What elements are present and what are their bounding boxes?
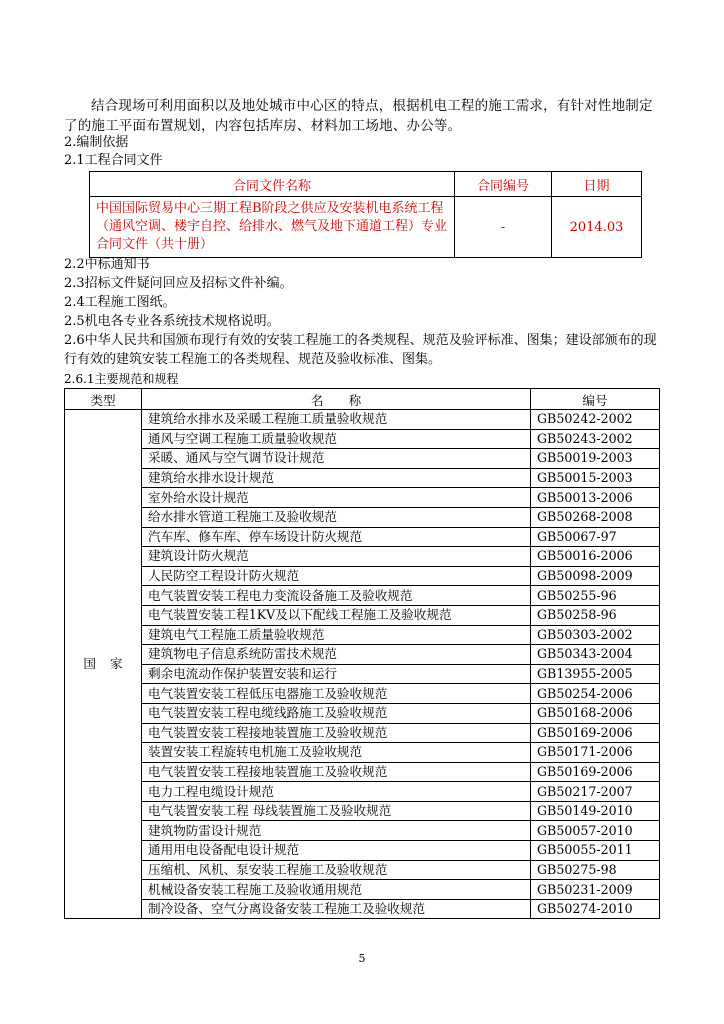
norm-code: GB50149-2010	[531, 801, 660, 821]
table-row	[65, 586, 660, 606]
norm-code: GB50343-2004	[531, 645, 660, 665]
table-row	[65, 547, 660, 567]
norm-code: GB50019-2003	[531, 449, 660, 469]
norm-name: 装置安装工程旋转电机施工及验收规范	[142, 743, 531, 763]
norm-name: 压缩机、风机、泵安装工程施工及验收规范	[142, 860, 531, 880]
norm-name: 电气装置安装工程电力变流设备施工及验收规范	[142, 586, 531, 606]
norm-code: GB50303-2002	[531, 625, 660, 645]
section-2-2: 2.2中标通知书	[64, 257, 150, 272]
norm-code: GB50015-2003	[531, 468, 660, 488]
section-2-heading: 2.编制依据	[64, 135, 129, 150]
table-row	[65, 743, 660, 763]
section-2-6: 2.6中华人民共和国颁布现行有效的安装工程施工的各类规程、规范及验评标准、图集；建设部颁布的现行有效的建筑安装工程施工的各类规程、规范及验收标准、图集。	[64, 333, 657, 367]
table-row	[65, 527, 660, 547]
norm-name: 人民防空工程设计防火规范	[142, 566, 531, 586]
norm-code: GB50217-2007	[531, 782, 660, 802]
norms-header-type: 类型	[65, 389, 142, 410]
contract-header-name: 合同文件名称	[90, 172, 455, 197]
table-row	[65, 410, 660, 430]
norm-name: 汽车库、修车库、停车场设计防火规范	[142, 527, 531, 547]
norm-name: 机械设备安装工程施工及验收通用规范	[142, 880, 531, 900]
norms-header-code: 编号	[531, 389, 660, 410]
norm-code: GB50016-2006	[531, 547, 660, 567]
norms-table	[64, 388, 660, 919]
table-row	[65, 645, 660, 665]
norms-header-row	[65, 389, 660, 410]
norm-code: GB50268-2008	[531, 507, 660, 527]
norm-name: 电气装置安装工程 母线装置施工及验收规范	[142, 801, 531, 821]
intro-paragraph: 结合现场可利用面积以及地处城市中心区的特点，根据机电工程的施工需求，有针对性地制定了的施工平面布置规划，内容包括库房、材料加工场地、办公等。	[64, 98, 653, 134]
norm-name: 建筑物防雷设计规范	[142, 821, 531, 841]
section-2-1-heading: 2.1工程合同文件	[64, 153, 163, 168]
section-2-6-1: 2.6.1主要规范和规程	[64, 372, 179, 386]
norm-code: GB50169-2006	[531, 762, 660, 782]
contract-date: 2014.03	[552, 197, 642, 258]
table-row	[65, 880, 660, 900]
table-row	[65, 664, 660, 684]
norm-name: 剩余电流动作保护装置安装和运行	[142, 664, 531, 684]
table-row	[65, 782, 660, 802]
norm-code: GB50171-2006	[531, 743, 660, 763]
table-row	[65, 625, 660, 645]
norm-name: 建筑设计防火规范	[142, 547, 531, 567]
section-2-5: 2.5机电各专业各系统技术规格说明。	[64, 314, 280, 329]
table-row	[65, 684, 660, 704]
table-row	[65, 841, 660, 861]
norm-name: 建筑物电子信息系统防雷技术规范	[142, 645, 531, 665]
norm-name: 电气装置安装工程接地装置施工及验收规范	[142, 723, 531, 743]
section-2-4: 2.4工程施工图纸。	[64, 295, 176, 310]
norm-name: 通风与空调工程施工质量验收规范	[142, 429, 531, 449]
norm-name: 采暖、通风与空气调节设计规范	[142, 449, 531, 469]
table-row	[65, 507, 660, 527]
table-row	[65, 723, 660, 743]
table-row	[65, 860, 660, 880]
table-row	[65, 899, 660, 919]
contract-header-date: 日期	[552, 172, 642, 197]
norm-code: GB50258-96	[531, 605, 660, 625]
norm-name: 电气装置安装工程低压电器施工及验收规范	[142, 684, 531, 704]
norm-name: 室外给水设计规范	[142, 488, 531, 508]
table-row	[65, 449, 660, 469]
norm-code: GB50274-2010	[531, 899, 660, 919]
norm-name: 电气装置安装工程1KV及以下配线工程施工及验收规范	[142, 605, 531, 625]
norm-code: GB50169-2006	[531, 723, 660, 743]
page-number: 5	[358, 952, 366, 965]
norm-code: GB50168-2006	[531, 703, 660, 723]
norm-code: GB50098-2009	[531, 566, 660, 586]
norm-name: 通用用电设备配电设计规范	[142, 841, 531, 861]
norm-name: 给水排水管道工程施工及验收规范	[142, 507, 531, 527]
table-row	[65, 605, 660, 625]
norm-name: 建筑电气工程施工质量验收规范	[142, 625, 531, 645]
contract-table	[89, 171, 642, 258]
table-row	[65, 762, 660, 782]
contract-name: 中国国际贸易中心三期工程B阶段之供应及安装机电系统工程（通风空调、楼宇自控、给排水、燃气及地下通道工程）专业合同文件（共十册）	[90, 197, 455, 258]
norm-name: 建筑给水排水设计规范	[142, 468, 531, 488]
norm-name: 电气装置安装工程接地装置施工及验收规范	[142, 762, 531, 782]
norm-code: GB50013-2006	[531, 488, 660, 508]
norms-header-name: 名 称	[142, 389, 531, 410]
norm-name: 制冷设备、空气分离设备安装工程施工及验收规范	[142, 899, 531, 919]
contract-row	[90, 197, 642, 258]
table-row	[65, 801, 660, 821]
table-row	[65, 429, 660, 449]
contract-header-row	[90, 172, 642, 197]
table-row	[65, 821, 660, 841]
norm-code: GB50275-98	[531, 860, 660, 880]
norm-code: GB13955-2005	[531, 664, 660, 684]
norm-code: GB50243-2002	[531, 429, 660, 449]
norm-code: GB50231-2009	[531, 880, 660, 900]
section-2-3: 2.3招标文件疑问回应及招标文件补编。	[64, 276, 293, 291]
norm-code: GB50057-2010	[531, 821, 660, 841]
table-row	[65, 566, 660, 586]
contract-number: -	[455, 197, 552, 258]
norm-code: GB50242-2002	[531, 410, 660, 430]
norm-code: GB50254-2006	[531, 684, 660, 704]
norm-code: GB50067-97	[531, 527, 660, 547]
norm-name: 电力工程电缆设计规范	[142, 782, 531, 802]
table-row	[65, 488, 660, 508]
norm-code: GB50055-2011	[531, 841, 660, 861]
norm-name: 电气装置安装工程电缆线路施工及验收规范	[142, 703, 531, 723]
norm-name: 建筑给水排水及采暖工程施工质量验收规范	[142, 410, 531, 430]
contract-header-number: 合同编号	[455, 172, 552, 197]
table-row	[65, 468, 660, 488]
norm-code: GB50255-96	[531, 586, 660, 606]
norms-category: 国家	[65, 410, 142, 919]
table-row	[65, 703, 660, 723]
